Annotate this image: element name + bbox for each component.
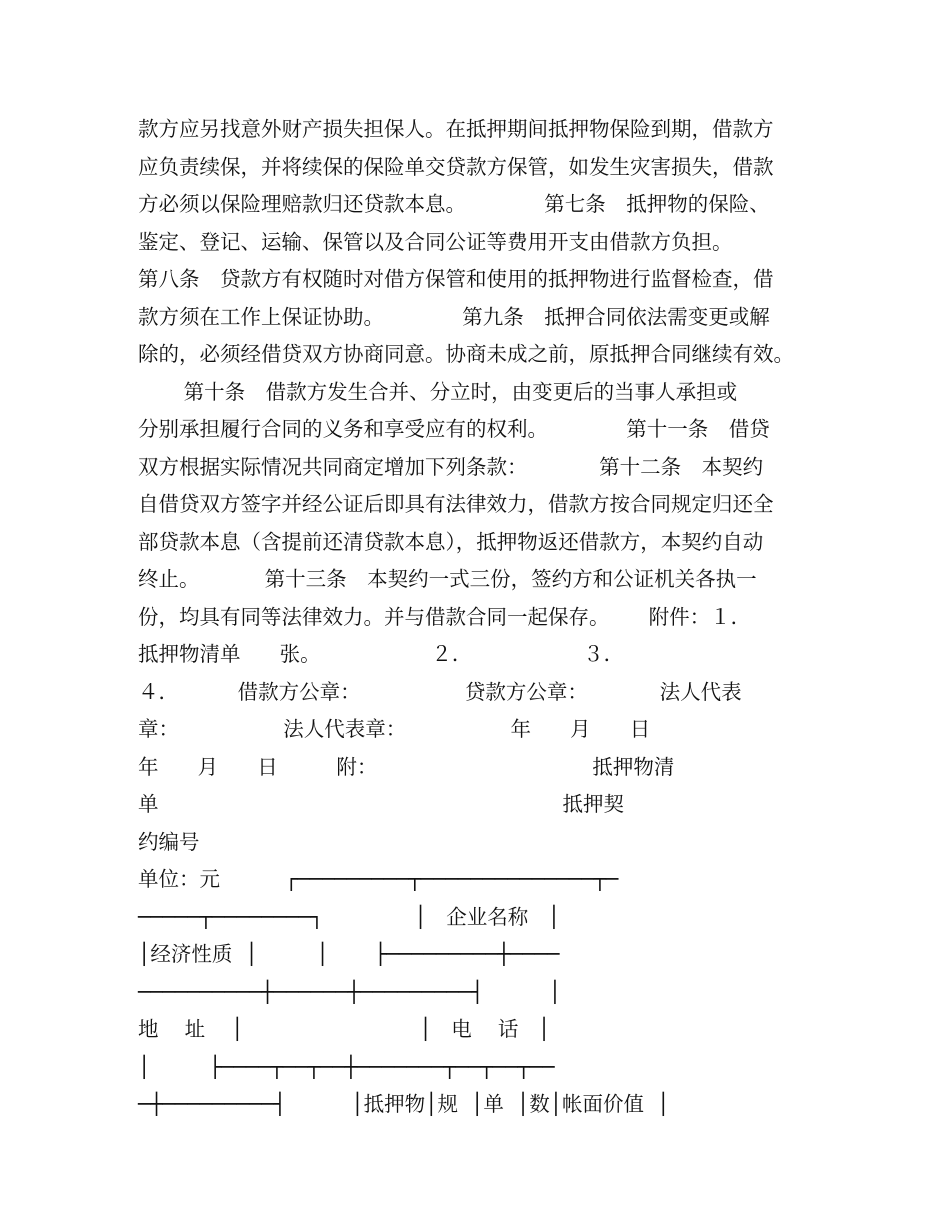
text-line: ──────────┼──────┼─────────┤ │ [138, 980, 562, 1004]
text-line: 自借贷双方签字并经公证后即具有法律效力，借款方按合同规定归还全 [138, 492, 774, 516]
text-line: 第八条 贷款方有权随时对借方保管和使用的抵押物进行监督检查，借 [138, 267, 774, 291]
text-line: ─┼─────────┤ │抵押物│规 │单 │数│帐面价值 │ [138, 1092, 670, 1116]
text-line: 地 址 │ │ 电 话 │ [138, 1017, 551, 1041]
text-line: 约编号 [138, 830, 200, 854]
text-line: 抵押物清单 张。 ２． ３． [138, 642, 625, 666]
text-line: 方必须以保险理赔款归还贷款本息。 第七条 抵押物的保险、 [138, 192, 770, 216]
text-line: 鉴定、登记、运输、保管以及合同公证等费用开支由借款方负担。 [138, 230, 733, 254]
text-line: ─────┬────────┐ │ 企业名称 │ [138, 905, 561, 929]
text-line: 应负责续保，并将续保的保险单交贷款方保管，如发生灾害损失，借款 [138, 155, 774, 179]
text-line: 双方根据实际情况共同商定增加下列条款： 第十二条 本契约 [138, 455, 764, 479]
text-line: ４． 借款方公章： 贷款方公章： 法人代表 [138, 680, 742, 704]
text-line: 终止。 第十三条 本契约一式三份，签约方和公证机关各执一 [138, 567, 757, 591]
text-line: 款方须在工作上保证协助。 第九条 抵押合同依法需变更或解 [138, 305, 770, 329]
text-line: 部贷款本息（含提前还清贷款本息），抵押物返还借款方，本契约自动 [138, 530, 764, 554]
text-line: 款方应另找意外财产损失担保人。在抵押期间抵押物保险到期，借款方 [138, 117, 774, 141]
text-line: │ ├────┬──┬──┼───────┬──┬──┬── [138, 1055, 555, 1079]
text-line: 分别承担履行合同的义务和享受应有的权利。 第十一条 借贷 [138, 417, 770, 441]
text-line: 除的，必须经借贷双方协商同意。协商未成之前，原抵押合同继续有效。 [138, 342, 794, 366]
text-line: 份，均具有同等法律效力。并与借款合同一起保存。 附件：１． [138, 605, 752, 629]
text-line: 单位：元 ┌─────────┬──────────────┬─ [138, 867, 619, 891]
text-line: 单 抵押契 [138, 792, 625, 816]
text-line: │经济性质 │ │ ├─────────┼──── [138, 942, 560, 966]
text-line: 第十条 借款方发生合并、分立时，由变更后的当事人承担或 [138, 380, 738, 404]
text-line: 章： 法人代表章： 年 月 日 [138, 717, 651, 741]
text-line: 年 月 日 附： 抵押物清 [138, 755, 675, 779]
